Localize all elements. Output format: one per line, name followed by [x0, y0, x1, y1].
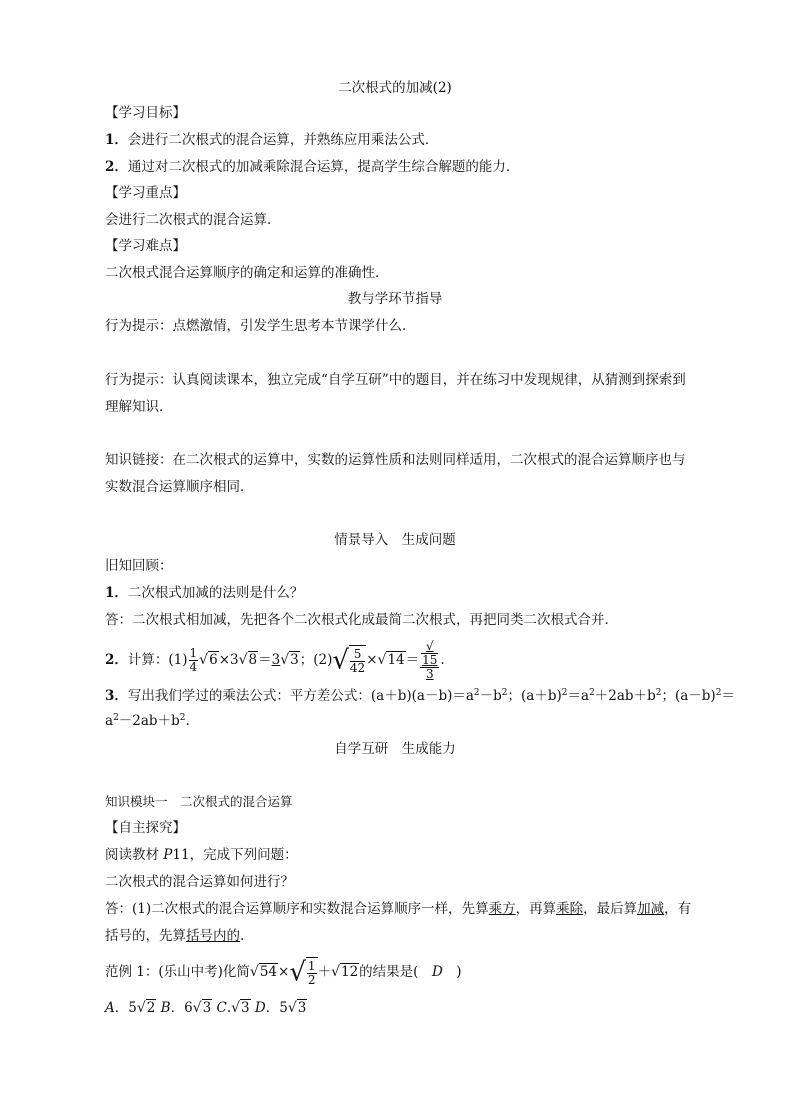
- fraction-numerator: 1: [307, 959, 316, 973]
- radical-fraction-body: [306, 957, 318, 988]
- answer-2-denominator: 3: [425, 667, 434, 681]
- answer-blank-3: 加减: [637, 901, 665, 917]
- radical-3: [280, 645, 300, 675]
- goal-item-2-text: 通过对二次根式的加减乘除混合运算，提高学生综合解题的能力．: [127, 159, 520, 175]
- review-q3-line-2: [105, 711, 190, 731]
- radical-54: [250, 957, 278, 987]
- explore-heading: 【自主探究】: [105, 820, 186, 836]
- read-text-tail: 11，完成下列问题：: [172, 847, 298, 863]
- formula-part: 写出我们学过的乘法公式：平方差公式：(a＋b)(a－b)＝a: [127, 688, 474, 704]
- radicand: 8: [248, 652, 258, 668]
- review-q2-label: 计算：(1): [127, 652, 188, 668]
- radical-fraction-body: [349, 645, 366, 676]
- sqrt-icon: √: [331, 964, 340, 980]
- page-title: 二次根式的加减(2): [338, 80, 452, 96]
- exponent: 2: [501, 688, 508, 698]
- option-c-value: .: [226, 1000, 232, 1016]
- study-question: 二次根式的混合运算如何进行？: [105, 874, 294, 890]
- exponent: 2: [655, 688, 662, 698]
- answer-blank-4: 括号内的: [186, 928, 240, 944]
- option-d-letter: D: [250, 1000, 266, 1016]
- read-text: 阅读教材: [105, 847, 164, 863]
- radical-12: [331, 957, 359, 987]
- sqrt-icon: √: [425, 639, 434, 653]
- formula-part: ＋2ab＋b: [594, 688, 656, 704]
- read-instruction: [105, 845, 298, 865]
- fraction-denominator: 4: [189, 660, 198, 674]
- sqrt-icon: √: [238, 652, 248, 668]
- option-b-letter: B: [156, 1000, 171, 1016]
- option-c-radical: [231, 998, 251, 1018]
- radical-15: [421, 640, 438, 667]
- difficulty-heading: 【学习难点】: [105, 238, 186, 254]
- option-a-radical: [137, 998, 157, 1018]
- goal-item-1-text: 会进行二次根式的混合运算，并熟练应用乘法公式．: [127, 132, 439, 148]
- fraction-1-2: [307, 960, 317, 987]
- formula-part: ；(a－b): [661, 688, 716, 704]
- radical-8: [239, 645, 259, 675]
- review-a1: 答：二次根式相加减，先把各个二次根式化成最简二次根式，再把同类二次根式合并．: [105, 612, 618, 628]
- answer-text: 答：(1)二次根式的混合运算顺序和实数混合运算顺序一样，先算: [105, 901, 489, 917]
- answer-text: ，再算: [515, 901, 557, 917]
- exponent: 2: [715, 688, 722, 698]
- option-b-radical: [193, 998, 213, 1018]
- module-heading: 知识模块一 二次根式的混合运算: [105, 794, 293, 809]
- key-heading: 【学习重点】: [105, 185, 186, 201]
- hint-1: 行为提示：点燃激情，引发学生思考本节课学什么．: [105, 318, 416, 334]
- fraction-numerator: 1: [189, 646, 198, 660]
- formula-part: ＝: [721, 688, 735, 704]
- sqrt-icon: √: [289, 957, 306, 988]
- answer-text: 括号的，先算: [105, 928, 186, 944]
- review-q1-text: 二次根式加减的法则是什么？: [127, 585, 304, 601]
- review-q2-end: .: [440, 652, 445, 668]
- exponent: 2: [179, 713, 186, 723]
- radicand: 14: [387, 652, 405, 668]
- answer-2-numerator: [420, 640, 439, 668]
- review-q2-number: 2．: [105, 652, 128, 668]
- fraction-5-42: [350, 648, 365, 675]
- goals-heading: 【学习目标】: [105, 105, 186, 121]
- review-q2: [105, 640, 445, 681]
- difficulty-text: 二次根式混合运算顺序的确定和运算的准确性．: [105, 265, 389, 281]
- sqrt-icon: √: [280, 652, 290, 668]
- exponent: 2: [473, 688, 480, 698]
- exponent: 2: [113, 713, 119, 723]
- sqrt-icon: √: [136, 1000, 146, 1016]
- link-line-2: 实数混合运算顺序相同．: [105, 479, 254, 495]
- study-answer-line-1: [105, 899, 691, 919]
- formula-part: ；(a＋b): [507, 688, 562, 704]
- answer-blank-2: 乘除: [556, 901, 584, 917]
- sqrt-icon: √: [377, 652, 387, 668]
- example-tail: 的结果是(: [359, 964, 432, 980]
- intro-heading: 情景导入 生成问题: [334, 532, 456, 548]
- review-q1-number: 1．: [105, 585, 128, 601]
- guide-heading: 教与学环节指导: [347, 291, 443, 307]
- study-heading: 自学互研 生成能力: [334, 741, 456, 757]
- option-d-radical: [288, 998, 308, 1018]
- equals-sign-2: ＝: [405, 652, 420, 668]
- option-a-value: ．5: [114, 1000, 137, 1016]
- study-answer-line-2: [105, 926, 244, 946]
- answer-text: .: [240, 928, 245, 944]
- read-page-letter: P: [163, 847, 173, 863]
- times-sign: ×: [278, 964, 290, 980]
- key-text: 会进行二次根式的混合运算．: [105, 212, 281, 228]
- exponent: 2: [561, 688, 568, 698]
- radicand: 3: [241, 1000, 250, 1016]
- exponent: 2: [589, 688, 595, 698]
- radical-fraction-5-42: [332, 645, 366, 676]
- hint-2-line-1: 行为提示：认真阅读课本，独立完成“自学互研”中的题目，并在练习中发现规律，从猜测到探索到: [105, 372, 686, 388]
- fraction-numerator: 5: [350, 648, 365, 662]
- goal-item-1-number: 1．: [105, 132, 128, 148]
- example-1: [105, 957, 462, 988]
- hint-2-line-2: 理解知识．: [105, 399, 173, 415]
- review-q2-separator: ；(2): [299, 652, 333, 668]
- sqrt-icon: √: [199, 652, 209, 668]
- formula-part: ＝a: [567, 688, 590, 704]
- answer-text: ，最后算: [583, 901, 638, 917]
- option-c-letter: C: [212, 1000, 227, 1016]
- radical-14: [378, 645, 406, 675]
- answer-text: ，有: [664, 901, 692, 917]
- formula-part: a: [105, 713, 114, 729]
- sqrt-icon: √: [287, 1000, 297, 1016]
- radicand: 3: [297, 1000, 307, 1016]
- link-line-1: 知识链接：在二次根式的运算中，实数的运算性质和法则同样适用，二次根式的混合运算顺序也与: [105, 452, 686, 468]
- answer-1-coefficient: 3: [271, 652, 281, 668]
- review-label: 旧知回顾：: [105, 558, 173, 574]
- example-answer: D: [431, 964, 443, 980]
- fraction-denominator: 2: [307, 973, 316, 987]
- option-a-letter: A: [105, 1000, 115, 1016]
- radical-6: [199, 645, 219, 675]
- goal-item-2: [105, 157, 519, 177]
- fraction-one-quarter: [189, 647, 199, 674]
- sqrt-icon: √: [332, 645, 349, 676]
- sqrt-icon: √: [249, 964, 259, 980]
- radicand: 54: [259, 964, 278, 980]
- option-d-value: ．5: [265, 1000, 288, 1016]
- radicand: 12: [340, 964, 359, 980]
- sqrt-icon: √: [231, 1000, 241, 1016]
- goal-item-2-number: 2．: [105, 159, 128, 175]
- answer-2-fraction: [420, 640, 439, 681]
- answer-1: [272, 652, 300, 668]
- example-label: 范例 1：(乐山中考)化简: [105, 964, 250, 980]
- plus-sign: ＋: [317, 964, 332, 980]
- option-b-value: ．6: [170, 1000, 193, 1016]
- sqrt-icon: √: [192, 1000, 202, 1016]
- radical-fraction-1-2: [289, 957, 317, 988]
- review-q3-number: 3．: [105, 688, 128, 704]
- review-q3-line-1: [105, 686, 735, 706]
- formula-part: －b: [479, 688, 502, 704]
- times-sign: ×: [366, 652, 378, 668]
- example-options: [105, 998, 307, 1018]
- goal-item-1: [105, 130, 438, 150]
- radicand: 15: [422, 653, 438, 667]
- answer-blank-1: 乘方: [488, 901, 516, 917]
- fraction-denominator: 42: [349, 661, 366, 675]
- radicand: 2: [146, 1000, 156, 1016]
- times-three: ×3: [218, 652, 239, 668]
- radicand: 6: [209, 652, 218, 668]
- radicand: 3: [202, 1000, 212, 1016]
- formula-part: －2ab＋b: [118, 713, 180, 729]
- equals-sign: ＝: [258, 652, 272, 668]
- review-q1: [105, 583, 303, 603]
- radicand: 3: [290, 652, 299, 668]
- example-close: ): [442, 964, 462, 980]
- formula-part: .: [185, 713, 190, 729]
